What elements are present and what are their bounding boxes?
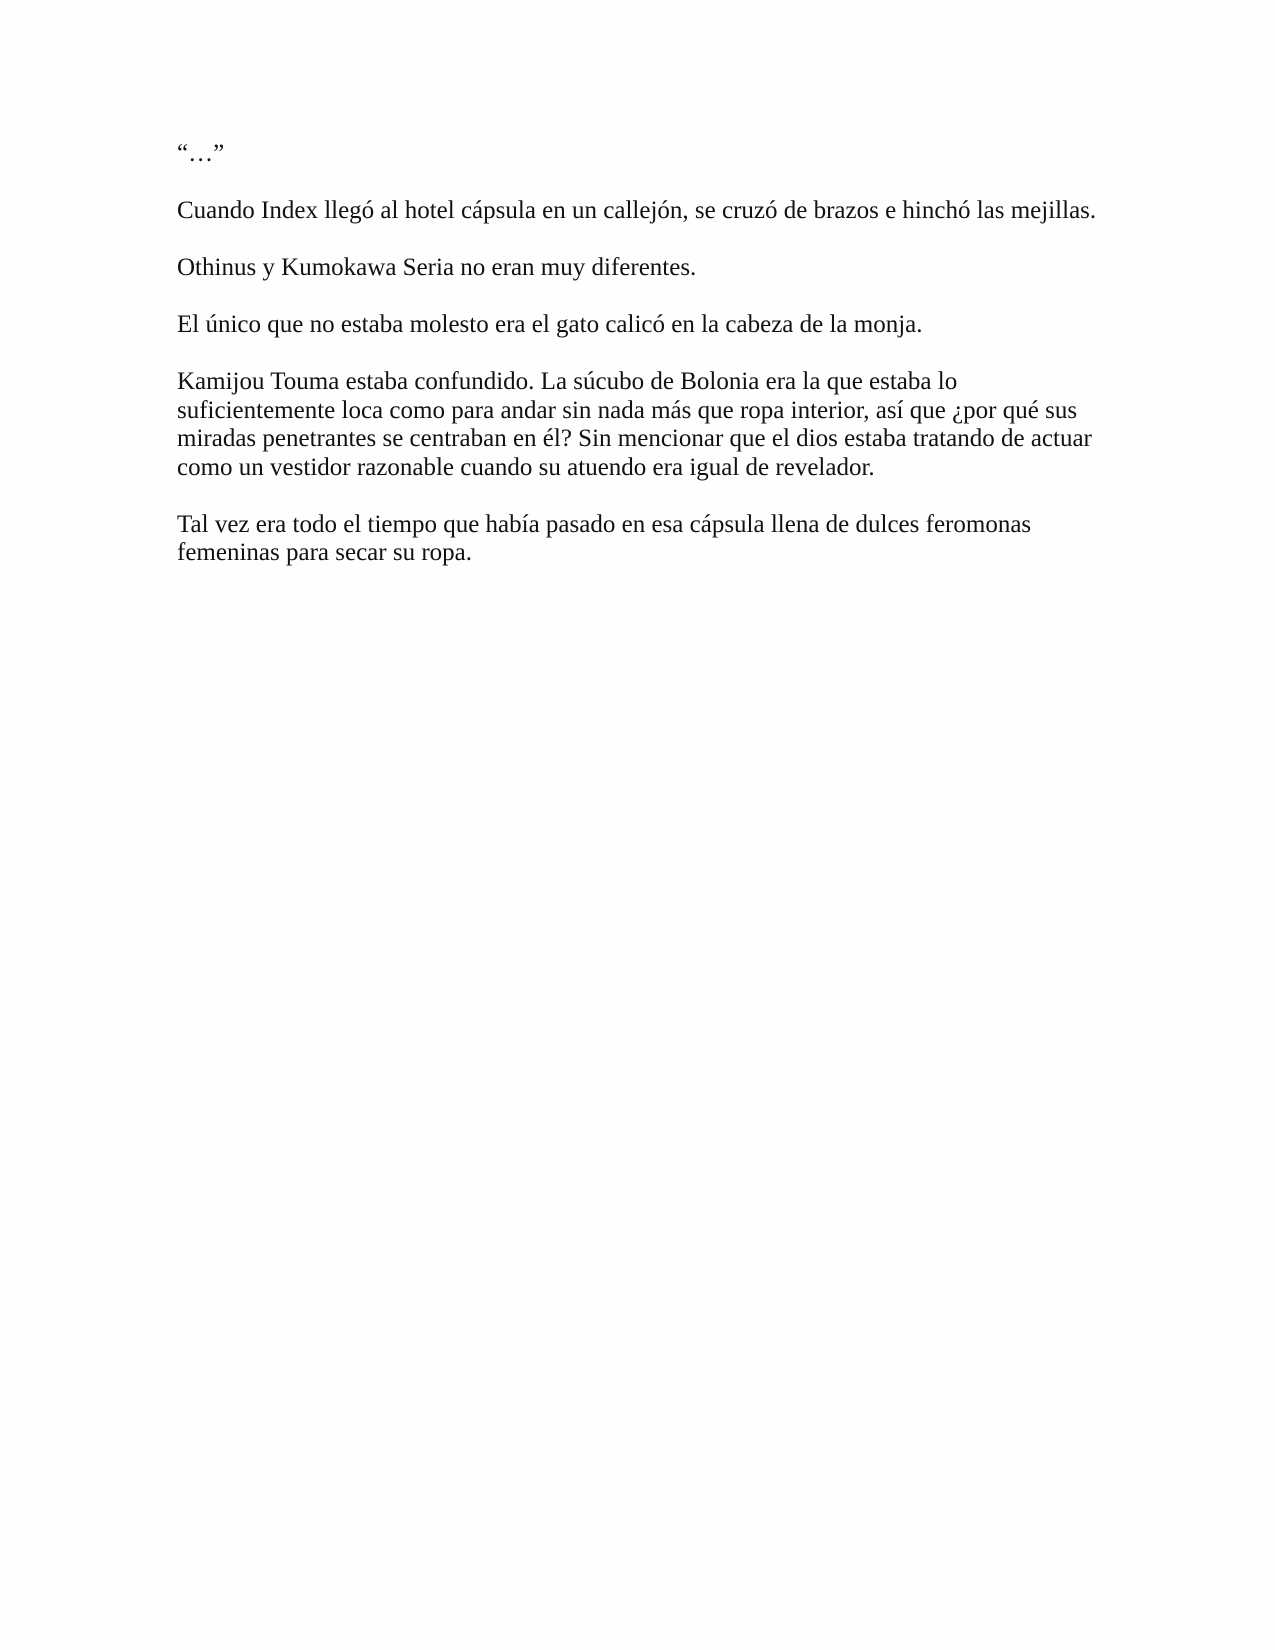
- paragraph-othinus-seria: Othinus y Kumokawa Seria no eran muy diferentes.: [177, 254, 697, 281]
- document-body: [177, 140, 1117, 596]
- paragraph-pheromones: Tal vez era todo el tiempo que había pasado en esa cápsula llena de dulces feromonas femeninas para secar su ropa.: [177, 510, 1032, 566]
- paragraph-ellipsis-dialogue: “…”: [177, 140, 225, 167]
- paragraph-index-arrives: Cuando Index llegó al hotel cápsula en un callejón, se cruzó de brazos e hinchó las mejillas.: [177, 197, 1097, 224]
- paragraph-kamijou-confused: Kamijou Touma estaba confundido. La súcubo de Bolonia era la que estaba lo suficientemente loca como para andar sin nada más que ropa interior, así que ¿por qué sus miradas penetrantes se centraban en él? Sin mencionar que el dios estaba tratando de actuar como un vestidor razonable cuando su atuendo era igual de revelador.: [177, 368, 1092, 481]
- paragraph-calico-cat: El único que no estaba molesto era el gato calicó en la cabeza de la monja.: [177, 311, 923, 338]
